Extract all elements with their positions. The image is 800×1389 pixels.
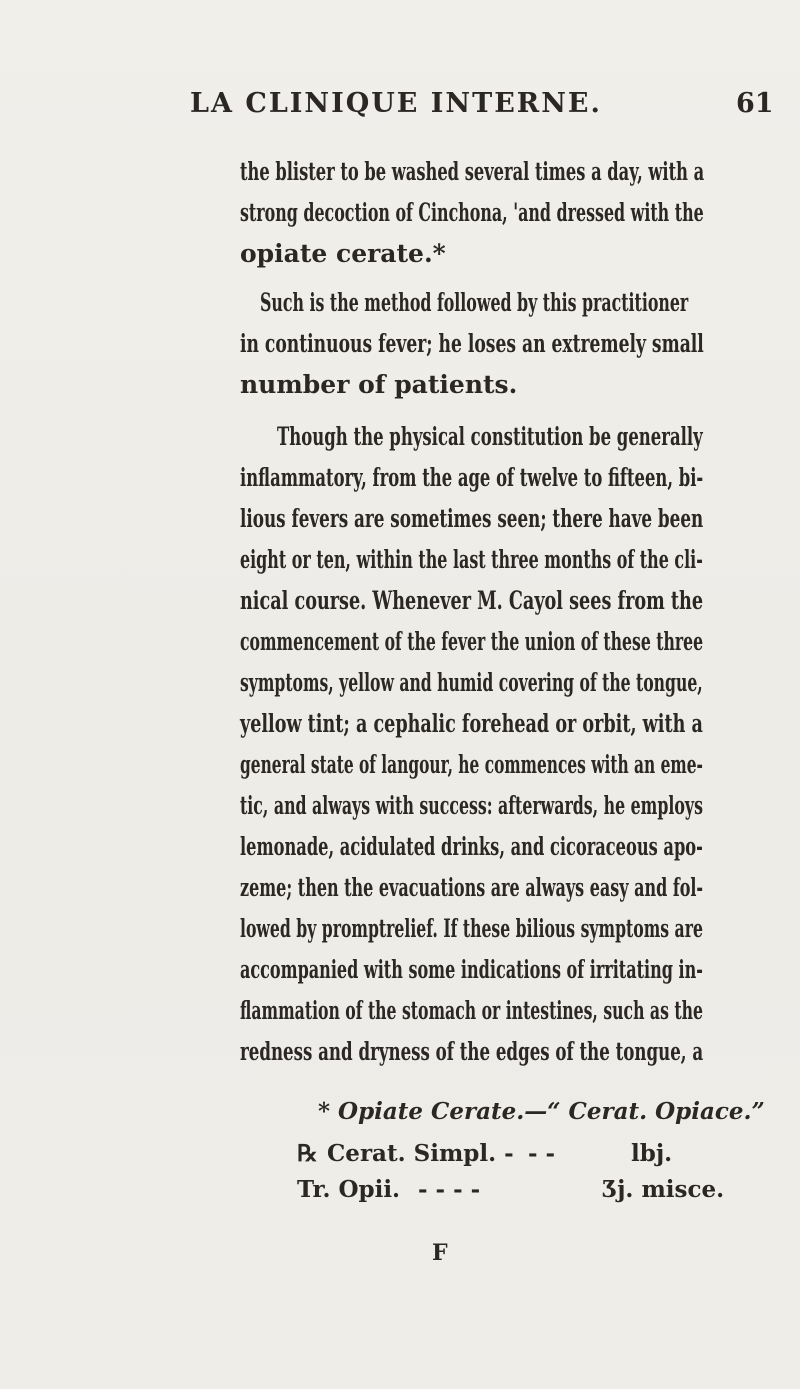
prescription-row [0, 1173, 800, 1207]
text-line: general state of langour, he commences with an eme- [240, 750, 703, 779]
text-line: redness and dryness of the edges of the tongue, a [240, 1037, 704, 1066]
ingredient-amount: lbj. [631, 1140, 673, 1167]
text-line: Such is the method followed by this practitioner [260, 288, 689, 317]
text-line: lemonade, acidulated drinks, and cicoraceous apo- [240, 832, 703, 861]
text-line: eight or ten, within the last three months of the cli- [240, 545, 703, 574]
text-line: tic, and always with success: afterwards, he employs [240, 791, 703, 820]
text-line: opiate cerate.* [240, 239, 446, 268]
running-title: LA CLINIQUE INTERNE. [190, 88, 602, 119]
footnote-title-line [0, 1095, 800, 1129]
text-line: in continuous fever; he loses an extremely small [240, 329, 704, 358]
text-line: lious fevers are sometimes seen; there have been [240, 504, 704, 533]
text-line: commencement of the fever the union of these three [240, 627, 704, 656]
recipe-symbol: ℞ [297, 1140, 318, 1167]
text-line: the blister to be washed several times a day, with a [240, 157, 705, 186]
ingredient-name: Tr. Opii. [297, 1176, 401, 1203]
signature-mark: F [432, 1240, 448, 1266]
text-line: nical course. Whenever M. Cayol sees from the [240, 586, 704, 615]
ingredient-dashes: - - - - [418, 1176, 481, 1203]
text-line: lowed by promptrelief. If these bilious symptoms are [240, 914, 703, 943]
ingredient-name: Cerat. Simpl. - [327, 1140, 514, 1167]
text-line: inflammatory, from the age of twelve to fifteen, bi- [240, 463, 704, 492]
text-line: flammation of the stomach or intestines, such as the [240, 996, 703, 1025]
ingredient-amount: Ʒj. misce. [602, 1176, 725, 1203]
ingredient-dashes: - - [528, 1140, 556, 1167]
text-line: number of patients. [240, 370, 518, 399]
text-line: symptoms, yellow and humid covering of the tongue, [240, 668, 703, 697]
text-line: yellow tint; a cephalic forehead or orbit, with a [240, 709, 703, 738]
text-line: zeme; then the evacuations are always easy and fol- [240, 873, 704, 902]
page-header [0, 88, 800, 128]
text-line: strong decoction of Cinchona, 'and dressed with the [240, 198, 704, 227]
footnote-title: * Opiate Cerate.—“ Cerat. Opiace.” [318, 1098, 765, 1125]
prescription-row [0, 1137, 800, 1171]
page-number: 61 [736, 88, 774, 119]
text-line: Though the physical constitution be generally [277, 422, 703, 451]
text-line: accompanied with some indications of irritating in- [240, 955, 703, 984]
